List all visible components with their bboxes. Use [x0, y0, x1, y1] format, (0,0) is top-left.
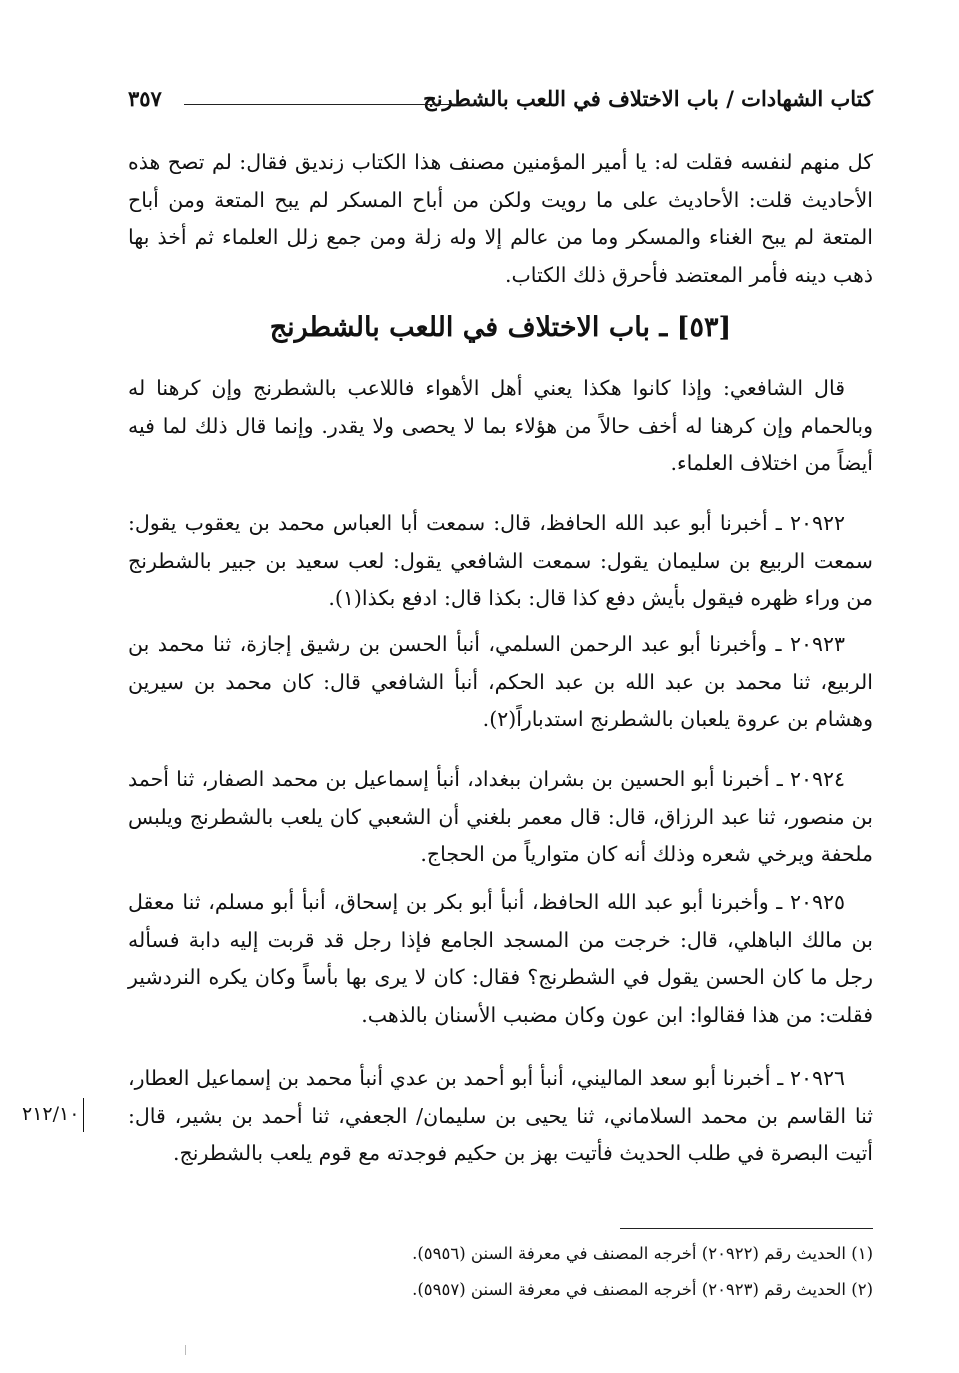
hadith-20925: ٢٠٩٢٥ ـ وأخبرنا أبو عبد الله الحافظ، أنبأ أبو بكر بن إسحاق، أنبأ أبو مسلم، ثنا معقل بن مالك الباهلي، قال: خرجت من المسجد الجامع فإذا رجل قد قربت إليه دابة فسأله رجل ما كان الحسن يقول في الشطرنج؟ فقال: كان لا يرى بها بأساً وكان يكره النردشير فقلت: من هذا فقالوا: ابن عون وكان مضبب الأسنان بالذهب.: [128, 890, 873, 1027]
scan-mark: [185, 1345, 186, 1355]
footnotes: [128, 1236, 873, 1308]
page-number: ٣٥٧: [128, 86, 162, 111]
hadith-20923: ٢٠٩٢٣ ـ وأخبرنا أبو عبد الرحمن السلمي، أنبأ الحسن بن رشيق إجازة، ثنا محمد بن الربيع، ثنا محمد بن عبد الله بن عبد الحكم، أنبأ الشافعي قال: كان محمد بن سيرين وهشام بن عروة يلعبان بالشطرنج استدباراً(٢).: [128, 632, 873, 731]
running-title: كتاب الشهادات / باب الاختلاف في اللعب بالشطرنج: [423, 86, 873, 111]
footnote-2: (٢) الحديث رقم (٢٠٩٢٣) أخرجه المصنف في معرفة السنن (٥٩٥٧).: [412, 1280, 873, 1299]
paragraph-continuation: كل منهم لنفسه فقلت له: يا أمير المؤمنين مصنف هذا الكتاب زنديق فقال: لم تصح هذه الأحاديث قلت: الأحاديث على ما رويت ولكن من أباح المسكر لم يبح المتعة ومن أباح المتعة لم يبح الغناء والمسكر وما من عالم إلا وله زلة ومن جمع زلل العلماء ثم أخذ بها ذهب دينه فأمر المعتضد فأحرق ذلك الكتاب.: [128, 150, 873, 287]
hadith-20926: ٢٠٩٢٦ ـ أخبرنا أبو سعد الماليني، أنبأ أبو أحمد بن عدي أنبأ محمد بن إسماعيل العطار، ثنا القاسم بن محمد السلاماني، ثنا يحيى بن سليمان/ الجعفي، ثنا أحمد بن بشير، قال: أتيت البصرة في طلب الحديث فأتيت بهز بن حكيم فوجدته مع قوم يلعب بالشطرنج.: [128, 1066, 873, 1165]
paragraph-shafii-quote: قال الشافعي: وإذا كانوا هكذا يعني أهل الأهواء فاللاعب بالشطرنج وإن كرهنا له وبالحمام وإن كرهنا له أخف حالاً من هؤلاء بما لا يحصى ولا يقدر. وإنما قال ذلك لما فيه أيضاً من اختلاف العلماء.: [128, 376, 873, 475]
page-header: [128, 84, 873, 118]
margin-reference-text: ٢١٢/١٠: [22, 1103, 80, 1125]
margin-reference-bar: [83, 1098, 84, 1132]
footnote-1: (١) الحديث رقم (٢٠٩٢٢) أخرجه المصنف في معرفة السنن (٥٩٥٦).: [412, 1244, 873, 1263]
margin-reference: [22, 1098, 120, 1132]
chapter-title: [٥٣] ـ باب الاختلاف في اللعب بالشطرنج: [269, 312, 732, 343]
header-rule: [184, 104, 481, 105]
hadith-20922: ٢٠٩٢٢ ـ أخبرنا أبو عبد الله الحافظ، قال: سمعت أبا العباس محمد بن يعقوب يقول: سمعت الربيع بن سليمان يقول: سمعت الشافعي يقول: لعب سعيد بن جبير بالشطرنج من وراء ظهره فيقول بأيش دفع كذا قال: بكذا قال: ادفع بكذا(١).: [128, 511, 873, 610]
hadith-20924: ٢٠٩٢٤ ـ أخبرنا أبو الحسين بن بشران ببغداد، أنبأ إسماعيل بن محمد الصفار، ثنا أحمد بن منصور، ثنا عبد الرزاق، قال: قال معمر بلغني أن الشعبي كان يلعب بالشطرنج ويلبس ملحفة ويرخي شعره وذلك أنه كان متوارياً من الحجاج.: [128, 767, 873, 866]
footnote-rule: [620, 1228, 873, 1229]
